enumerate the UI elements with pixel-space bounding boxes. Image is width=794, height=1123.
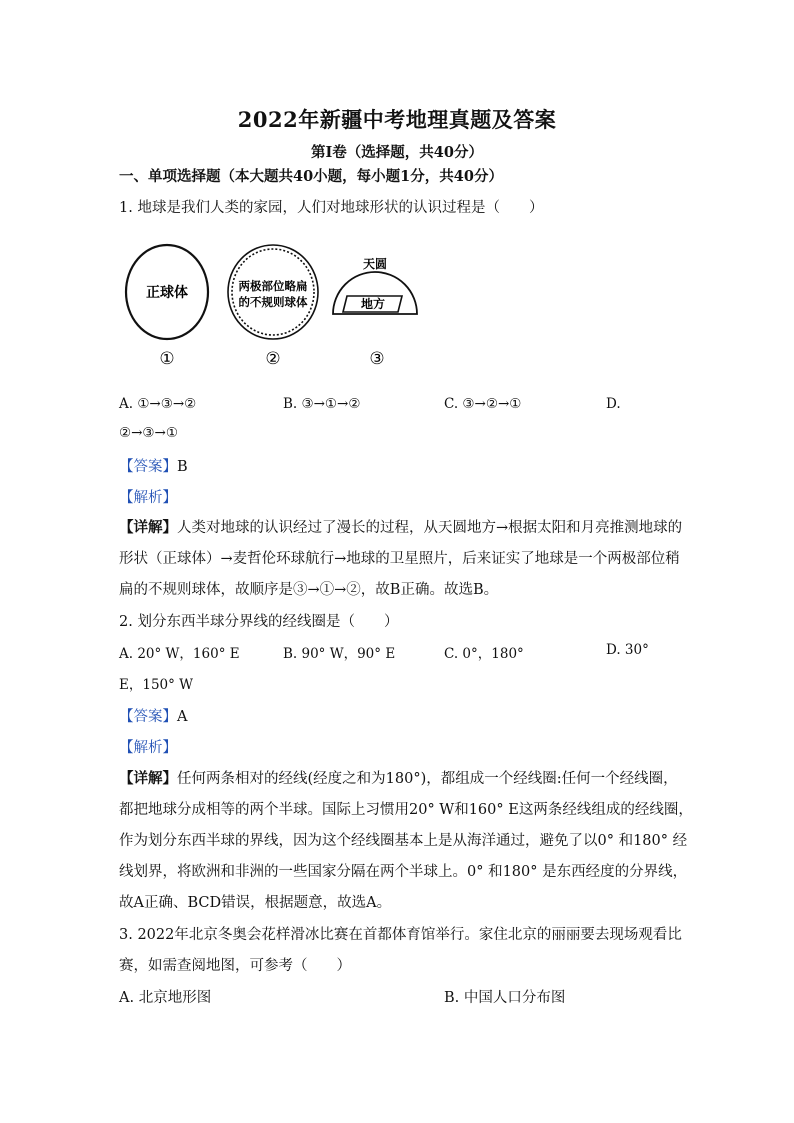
q2-detail-line-1 [119,767,678,788]
q2-detail-line-3: 作为划分东西半球的界线，因为这个经线圈基本上是从海洋通过，避免了以0° 和180° 经 [119,833,688,849]
answer-tag: 【答案】 [119,709,177,725]
q2-option-a: A. 20° W，160° E [119,646,240,662]
figure-label-tianyuan: 天圆 [362,257,388,271]
q1-option-d: D. [606,396,621,412]
figure-number-3: ③ [369,349,385,369]
figure-label-ellipsoid-2: 的不规则球体 [238,295,308,309]
q1-option-b: B. ③→①→② [283,396,361,412]
q1-option-c: C. ③→②→① [444,396,522,412]
answer-tag: 【答案】 [119,459,177,475]
figure-number-1: ① [159,349,175,369]
figure-label-difang: 地方 [360,297,386,311]
q2-option-d: D. 30° [606,642,649,658]
q2-detail-line-5: 故A正确、BCD错误，根据题意，故选A。 [119,895,392,911]
figure-label-ellipsoid-1: 两极部位略扁 [238,279,308,293]
q2-option-c: C. 0°，180° [444,646,524,662]
q2-detail-line-2: 都把地球分成相等的两个半球。国际上习惯用20° W和160° E这两条经线组成的经线圈， [119,802,693,818]
detail-tag: 【详解】 [119,519,177,536]
detail-tag: 【详解】 [119,770,177,787]
question-1-stem: 1. 地球是我们人类的家园，人们对地球形状的认识过程是（ ） [119,200,544,216]
q2-option-d-value: E，150° W [119,677,194,693]
figure-number-2: ② [265,349,281,369]
detail-text: 人类对地球的认识经过了漫长的过程，从天圆地方→根据太阳和月亮推测地球的 [177,520,683,536]
part-heading: 一、单项选择题（本大题共40小题，每小题1分，共40分） [119,168,503,185]
q2-answer [119,705,187,726]
q2-detail-line-4: 线划界，将欧洲和非洲的一些国家分隔在两个半球上。0° 和180° 是东西经度的分界线， [119,864,688,880]
question-3-stem-line-1: 3. 2022年北京冬奥会花样滑冰比赛在首都体育馆举行。家住北京的丽丽要去现场观看比 [119,927,682,943]
q1-answer [119,455,188,476]
page-title: 2022年新疆中考地理真题及答案 [237,107,557,132]
q3-option-b: B. 中国人口分布图 [444,990,566,1006]
q1-option-d-value: ②→③→① [119,425,178,441]
answer-value: A [177,709,188,725]
q2-analysis-tag: 【解析】 [119,740,177,756]
question-2-stem: 2. 划分东西半球分界线的经线圈是（ ） [119,614,399,630]
q1-detail-line-3: 扁的不规则球体，故顺序是③→①→②，故B正确。故选B。 [119,582,499,598]
q1-detail-line-2: 形状（正球体）→麦哲伦环球航行→地球的卫星照片，后来证实了地球是一个两极部位稍 [119,551,680,567]
q1-analysis-tag: 【解析】 [119,490,177,506]
question-3-stem-line-2: 赛，如需查阅地图，可参考（ ） [119,958,351,974]
q3-option-a: A. 北京地形图 [119,990,212,1006]
detail-text: 任何两条相对的经线(经度之和为180°)，都组成一个经线圈:任何一个经线圈， [177,771,678,787]
answer-value: B [177,459,188,475]
figure-label-sphere: 正球体 [146,285,188,301]
earth-shape-figure [119,240,419,370]
q1-detail-line-1 [119,516,682,537]
q2-option-b: B. 90° W，90° E [283,646,396,662]
section-title: 第Ⅰ卷（选择题，共40分） [311,144,483,161]
q1-option-a: A. ①→③→② [119,396,197,412]
